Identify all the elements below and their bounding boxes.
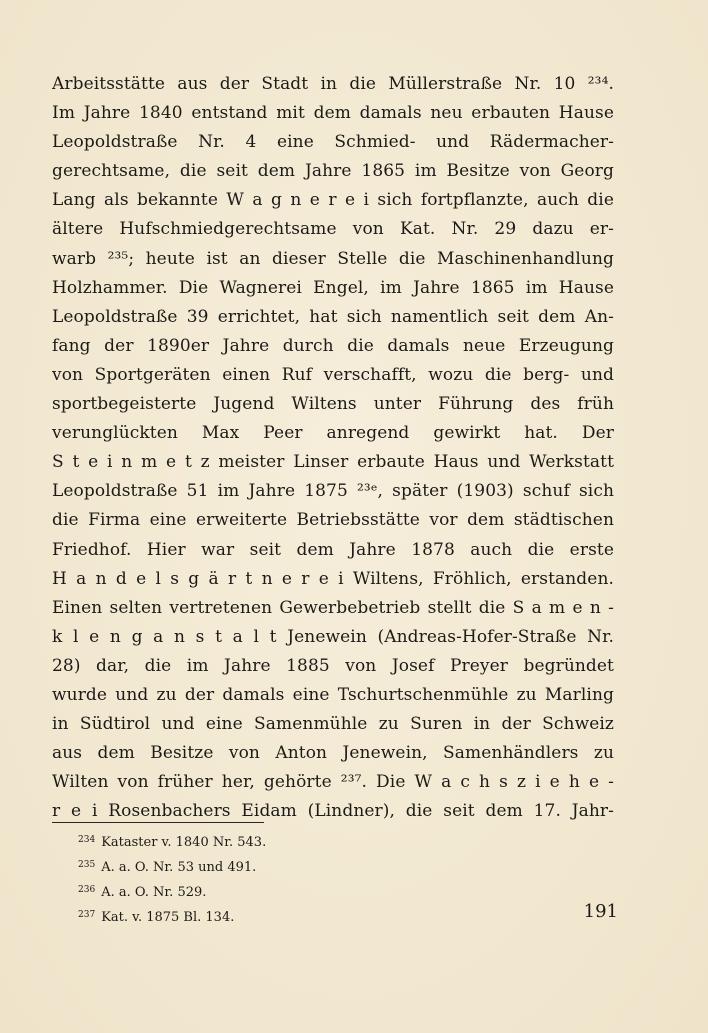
text-line: fang der 1890er Jahre durch die damals neue Erzeugung [52, 335, 614, 356]
page-number: 191 [583, 901, 618, 922]
text-line: verunglückten Max Peer anregend gewirkt hat. Der [52, 423, 614, 444]
footnote-number: 235 [78, 860, 96, 870]
text-line: Einen selten vertretenen Gewerbebetrieb stellt die S a m e n - [52, 597, 614, 618]
footnote [78, 878, 478, 903]
text-line: Leopoldstraße Nr. 4 eine Schmied- und Rädermacher- [52, 132, 614, 153]
text-line: H a n d e l s g ä r t n e r e i Wiltens, Fröhlich, erstanden. [52, 568, 614, 589]
footnote-number: 237 [78, 910, 96, 920]
footnote-divider [52, 822, 264, 823]
footnote-text: A. a. O. Nr. 529. [101, 885, 207, 900]
footnote-number: 234 [78, 835, 96, 845]
text-line: warb ²³⁵; heute ist an dieser Stelle die Maschinenhandlung [52, 248, 614, 269]
text-line: sportbegeisterte Jugend Wiltens unter Führung des früh [52, 394, 614, 415]
text-line: aus dem Besitze von Anton Jenewein, Samenhändlers zu [52, 743, 614, 764]
text-line: Wilten von früher her, gehörte ²³⁷. Die W a c h s z i e h e - [52, 772, 614, 793]
text-line: k l e n g a n s t a l t Jenewein (Andreas-Hofer-Straße Nr. [52, 626, 614, 647]
text-line: 28) dar, die im Jahre 1885 von Josef Preyer begründet [52, 655, 614, 676]
footnote-text: Kat. v. 1875 Bl. 134. [101, 910, 235, 925]
text-line: die Firma eine erweiterte Betriebsstätte vor dem städtischen [52, 510, 614, 531]
text-line: Arbeitsstätte aus der Stadt in die Müllerstraße Nr. 10 ²³⁴. [52, 74, 614, 94]
text-line: ältere Hufschmiedgerechtsame von Kat. Nr. 29 dazu er- [52, 219, 614, 240]
text-line: r e i Rosenbachers Eidam (Lindner), die seit dem 17. Jahr- [52, 801, 614, 822]
footnote [78, 828, 478, 853]
text-line: gerechtsame, die seit dem Jahre 1865 im Besitze von Georg [52, 161, 614, 182]
text-line: Holzhammer. Die Wagnerei Engel, im Jahre 1865 im Hause [52, 277, 614, 298]
text-line: Leopoldstraße 39 errichtet, hat sich namentlich seit dem An- [52, 306, 614, 327]
text-line: Leopoldstraße 51 im Jahre 1875 ²³ᵉ, später (1903) schuf sich [52, 481, 614, 502]
footnote-number: 236 [78, 885, 96, 895]
text-line: in Südtirol und eine Samenmühle zu Suren in der Schweiz [52, 714, 614, 735]
footnote-text: Kataster v. 1840 Nr. 543. [101, 835, 267, 850]
footnote [78, 903, 478, 928]
text-line: von Sportgeräten einen Ruf verschafft, wozu die berg- und [52, 364, 614, 385]
text-line: Lang als bekannte W a g n e r e i sich fortpflanzte, auch die [52, 190, 614, 211]
footnotes [78, 828, 478, 928]
footnote-text: A. a. O. Nr. 53 und 491. [101, 860, 257, 875]
footnote [78, 853, 478, 878]
text-line: Friedhof. Hier war seit dem Jahre 1878 auch die erste [52, 539, 614, 560]
text-line: wurde und zu der damals eine Tschurtschenmühle zu Marling [52, 684, 614, 705]
main-text-block [52, 70, 614, 826]
text-line: Im Jahre 1840 entstand mit dem damals neu erbauten Hause [52, 103, 614, 124]
text-line: S t e i n m e t z meister Linser erbaute Haus und Werkstatt [52, 452, 614, 473]
